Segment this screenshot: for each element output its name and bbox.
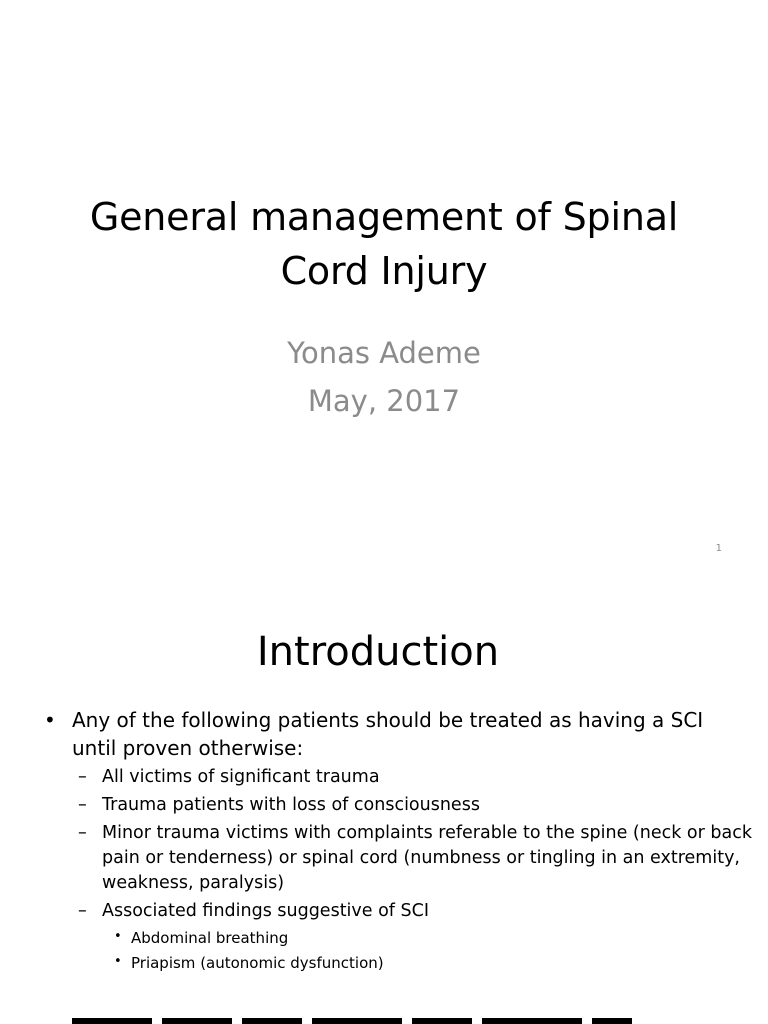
small-bullet-marker: • bbox=[114, 929, 122, 944]
sub-bullet-text: All victims of significant trauma bbox=[102, 767, 380, 787]
bullet-list bbox=[0, 706, 768, 974]
introduction-slide bbox=[0, 576, 768, 1024]
sub-bullet-text: Associated findings suggestive of SCI bbox=[102, 901, 430, 921]
small-bullet-marker: • bbox=[114, 954, 122, 969]
sub-bullet-item bbox=[0, 899, 768, 924]
bullet-text: Any of the following patients should be treated as having a SCI until proven otherwise: bbox=[72, 708, 704, 760]
author-name: Yonas Ademe bbox=[287, 336, 481, 370]
slide-number: 1 bbox=[715, 543, 722, 554]
dash-marker: – bbox=[78, 901, 87, 921]
bullet-marker: • bbox=[44, 708, 56, 732]
bullet-point bbox=[0, 706, 768, 762]
sub-bullet-text: Trauma patients with loss of consciousness bbox=[102, 795, 480, 815]
presentation-date: May, 2017 bbox=[307, 384, 461, 418]
dash-marker: – bbox=[78, 823, 87, 843]
sub-sub-bullet-text: Priapism (autonomic dysfunction) bbox=[131, 954, 384, 972]
presentation-title: General management of Spinal Cord Injury bbox=[89, 195, 679, 293]
dash-marker: – bbox=[78, 767, 87, 787]
sub-bullet-item bbox=[0, 821, 768, 896]
sub-sub-bullet-item bbox=[0, 952, 768, 974]
clipped-text-line bbox=[72, 1016, 712, 1024]
sub-bullet-item bbox=[0, 765, 768, 790]
sub-bullet-item bbox=[0, 793, 768, 818]
sub-sub-bullet-item bbox=[0, 927, 768, 949]
slide-title: Introduction bbox=[256, 629, 500, 675]
sub-bullet-text: Minor trauma victims with complaints referable to the spine (neck or back pain or tenderness) or spinal cord (numbness or tingling in an extremity, weakness, paralysis) bbox=[102, 823, 752, 893]
sub-sub-bullet-text: Abdominal breathing bbox=[131, 929, 289, 947]
dash-marker: – bbox=[78, 795, 87, 815]
